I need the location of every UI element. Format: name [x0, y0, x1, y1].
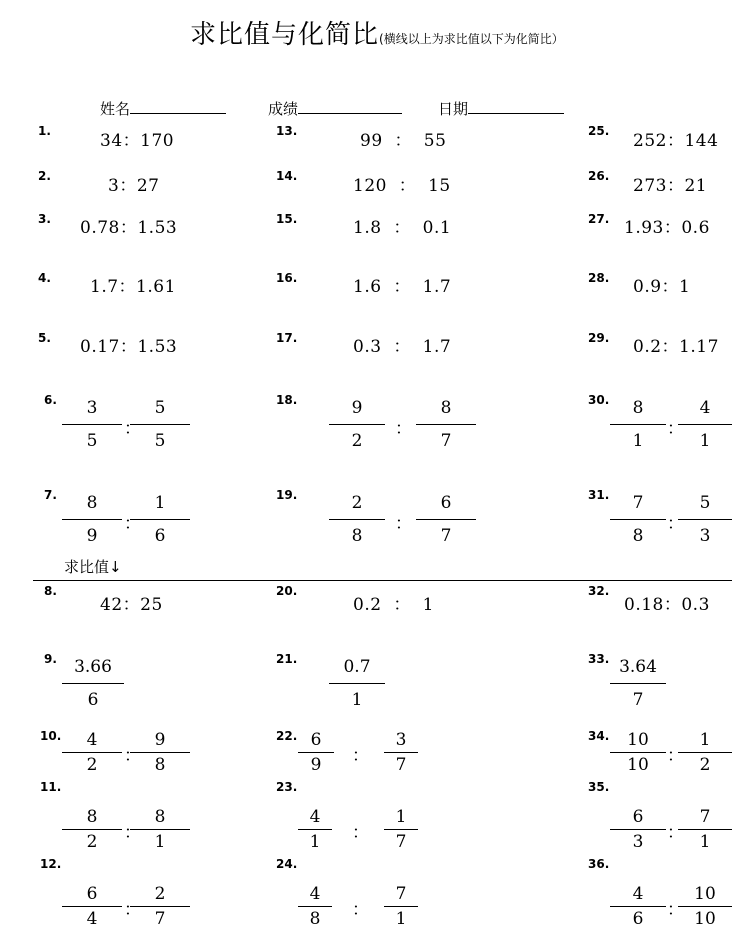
problem-number: 35. — [588, 780, 610, 794]
fraction: 4 8 — [298, 882, 332, 931]
fraction: 6 7 — [416, 491, 476, 548]
problem-ratio: 1.6 ： 1.7 — [353, 277, 452, 297]
fraction: 7 8 — [610, 491, 666, 548]
date-blank[interactable] — [468, 97, 564, 114]
problem-number: 33. — [588, 652, 610, 666]
problem-ratio: 34：170 — [100, 131, 175, 151]
ratio-colon: ： — [124, 419, 141, 439]
problem-number: 6. — [44, 393, 57, 407]
fraction: 2 8 — [329, 491, 385, 548]
problem-ratio: 99 ： 55 — [360, 131, 447, 151]
problem-number: 22. — [276, 729, 298, 743]
fraction: 9 8 — [130, 728, 190, 777]
problem-number: 19. — [276, 488, 298, 502]
problem-number: 32. — [588, 584, 610, 598]
fraction: 8 2 — [62, 805, 122, 854]
fraction: 8 9 — [62, 491, 122, 548]
score-label: 成绩 — [268, 100, 299, 118]
fraction: 7 1 — [678, 805, 732, 854]
fraction: 9 2 — [329, 396, 385, 453]
problem-number: 17. — [276, 331, 298, 345]
name-blank[interactable] — [130, 97, 226, 114]
problem-number: 2. — [38, 169, 51, 183]
problem-ratio: 0.78：1.53 — [80, 218, 178, 238]
fraction: 7 1 — [384, 882, 418, 931]
problem-number: 34. — [588, 729, 610, 743]
fraction: 1 6 — [130, 491, 190, 548]
fraction: 8 7 — [416, 396, 476, 453]
fraction: 10 10 — [678, 882, 732, 931]
problem-number: 11. — [40, 780, 62, 794]
problem-number: 31. — [588, 488, 610, 502]
fraction: 10 10 — [610, 728, 666, 777]
problem-ratio: 0.9：1 — [633, 277, 691, 297]
problem-ratio: 3：27 — [108, 176, 160, 196]
ratio-colon: ： — [352, 823, 369, 843]
fraction: 8 1 — [130, 805, 190, 854]
fraction: 4 6 — [610, 882, 666, 931]
ratio-colon: ： — [395, 514, 412, 534]
fraction: 5 3 — [678, 491, 732, 548]
problem-number: 16. — [276, 271, 298, 285]
problem-ratio: 1.7：1.61 — [90, 277, 176, 297]
problem-number: 8. — [44, 584, 57, 598]
fraction: 3.66 6 — [62, 655, 124, 712]
problem-number: 7. — [44, 488, 57, 502]
ratio-colon: ： — [352, 746, 369, 766]
section-label-find-ratio: 求比值↓ — [64, 558, 122, 576]
problem-number: 13. — [276, 124, 298, 138]
fraction: 3 5 — [62, 396, 122, 453]
problem-ratio: 252：144 — [633, 131, 719, 151]
problem-number: 30. — [588, 393, 610, 407]
problem-ratio: 273：21 — [633, 176, 708, 196]
fraction: 4 1 — [678, 396, 732, 453]
ratio-colon: ： — [667, 746, 684, 766]
fraction: 3.64 7 — [610, 655, 666, 712]
ratio-colon: ： — [395, 419, 412, 439]
score-blank[interactable] — [298, 97, 402, 114]
ratio-colon: ： — [667, 823, 684, 843]
problem-number: 28. — [588, 271, 610, 285]
ratio-colon: ： — [352, 900, 369, 920]
fraction: 1 2 — [678, 728, 732, 777]
problem-ratio: 0.2 ： 1 — [353, 595, 434, 615]
problem-number: 15. — [276, 212, 298, 226]
problem-ratio: 1.93：0.6 — [624, 218, 710, 238]
problem-number: 4. — [38, 271, 51, 285]
ratio-colon: ： — [667, 514, 684, 534]
problem-number: 14. — [276, 169, 298, 183]
problem-number: 1. — [38, 124, 51, 138]
problem-number: 36. — [588, 857, 610, 871]
problem-number: 12. — [40, 857, 62, 871]
ratio-colon: ： — [124, 900, 141, 920]
fraction: 6 3 — [610, 805, 666, 854]
fraction: 5 5 — [130, 396, 190, 453]
section-divider — [33, 580, 732, 581]
ratio-colon: ： — [124, 746, 141, 766]
problem-ratio: 0.17：1.53 — [80, 337, 178, 357]
ratio-colon: ： — [667, 900, 684, 920]
date-field[interactable] — [438, 97, 564, 119]
fraction: 6 9 — [298, 728, 334, 777]
fraction: 6 4 — [62, 882, 122, 931]
worksheet-title — [190, 14, 564, 51]
problem-number: 21. — [276, 652, 298, 666]
problem-number: 20. — [276, 584, 298, 598]
ratio-colon: ： — [124, 514, 141, 534]
ratio-colon: ： — [124, 823, 141, 843]
fraction: 8 1 — [610, 396, 666, 453]
problem-number: 25. — [588, 124, 610, 138]
title-main: 求比值与化简比 — [190, 20, 380, 50]
problem-number: 27. — [588, 212, 610, 226]
name-label: 姓名 — [100, 100, 131, 118]
fraction: 1 7 — [384, 805, 418, 854]
fraction: 0.7 1 — [329, 655, 385, 712]
problem-ratio: 0.3 ： 1.7 — [353, 337, 452, 357]
problem-number: 3. — [38, 212, 51, 226]
fraction: 2 7 — [130, 882, 190, 931]
problem-number: 24. — [276, 857, 298, 871]
fraction: 4 2 — [62, 728, 122, 777]
problem-number: 23. — [276, 780, 298, 794]
name-field[interactable] — [100, 97, 226, 119]
problem-number: 9. — [44, 652, 57, 666]
problem-number: 29. — [588, 331, 610, 345]
problem-ratio: 1.8 ： 0.1 — [353, 218, 452, 238]
score-field[interactable] — [268, 97, 402, 119]
problem-number: 5. — [38, 331, 51, 345]
fraction: 4 1 — [298, 805, 332, 854]
problem-number: 26. — [588, 169, 610, 183]
problem-number: 10. — [40, 729, 62, 743]
date-label: 日期 — [438, 100, 469, 118]
problem-ratio: 42：25 — [100, 595, 163, 615]
problem-ratio: 0.18：0.3 — [624, 595, 710, 615]
fraction: 3 7 — [384, 728, 418, 777]
ratio-colon: ： — [667, 419, 684, 439]
problem-ratio: 120 ： 15 — [353, 176, 451, 196]
title-subtitle: (横线以上为求比值以下为化简比） — [379, 32, 564, 46]
problem-number: 18. — [276, 393, 298, 407]
problem-ratio: 0.2：1.17 — [633, 337, 719, 357]
